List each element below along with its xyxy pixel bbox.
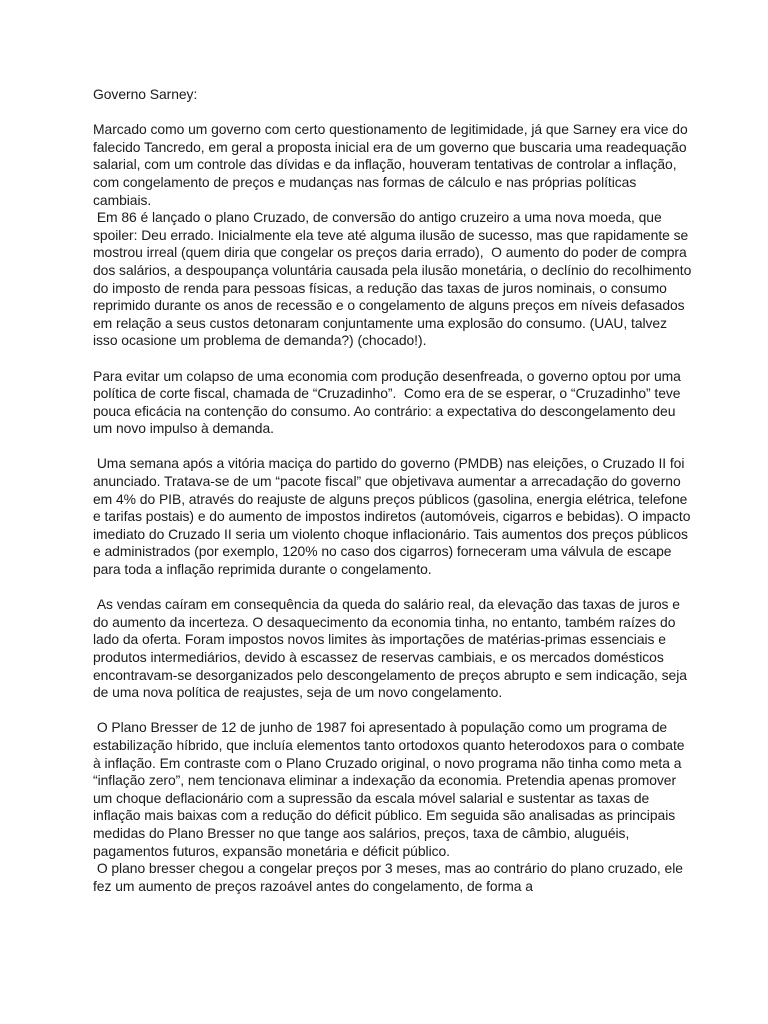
paragraph-spacer [93,104,693,122]
paragraph-cruzado-ii: Uma semana após a vitória maciça do partido do governo (PMDB) nas eleições, o Cruzado II foi anunciado. Tratava-se de um “pacote fiscal” que objetivava aumentar a arrecadação do governo em 4% do PIB, através do reajuste de alguns preços públicos (gasolina, energia elétrica, telefone e tarifas postais) e do aumento de impostos indiretos (automóveis, cigarros e bebidas). O impacto imediato do Cruzado II seria um violento choque inflacionário. Tais aumentos dos preços públicos e administrados (por exemplo, 120% no caso dos cigarros) forneceram uma válvula de escape para toda a inflação reprimida durante o congelamento. [93,455,695,578]
paragraph-spacer [93,350,693,368]
paragraph-plano-bresser: O Plano Bresser de 12 de junho de 1987 foi apresentado à população como um programa de estabilização híbrido, que incluía elementos tanto ortodoxos quanto heterodoxos para o combate à inflação. Em contraste com o Plano Cruzado original, o novo programa não tinha como meta a “inflação zero”, nem tencionava eliminar a indexação da economia. Pretendia apenas promover um choque deflacionário com a supressão da escala móvel salarial e sustentar as taxas de inflação mais baixas com a redução do déficit público. Em seguida são analisadas as principais medidas do Plano Bresser no que tange aos salários, preços, taxa de câmbio, aluguéis, pagamentos futuros, expansão monetária e déficit público. [93,719,689,859]
document-heading: Governo Sarney: [93,86,198,102]
document-body [93,86,696,895]
paragraph-spacer [93,702,693,720]
paragraph-vendas: As vendas caíram em consequência da queda do salário real, da elevação das taxas de juros e do aumento da incerteza. O desaquecimento da economia tinha, no entanto, também raízes do lado da oferta. Foram impostos novos limites às importações de matérias-primas essenciais e produtos intermediários, devido à escassez de reservas cambiais, e os mercados domésticos encontravam-se desorganizados pelo descongelamento de preços abrupto e sem indicação, seja de uma nova política de reajustes, seja de um novo congelamento. [93,596,691,701]
paragraph-plano-cruzado: Em 86 é lançado o plano Cruzado, de conversão do antigo cruzeiro a uma nova moeda, que spoiler: Deu errado. Inicialmente ela teve até alguma ilusão de sucesso, mas que rapidamente se mostrou irreal (quem diria que congelar os preços daria errado), O aumento do poder de compra dos salários, a despoupança voluntária causada pela ilusão monetária, o declínio do recolhimento do imposto de renda para pessoas físicas, a redução das taxas de juros nominais, o consumo reprimido durante os anos de recessão e o congelamento de alguns preços em níveis defasados em relação a seus custos detonaram conjuntamente uma explosão do consumo. (UAU, talvez isso ocasione um problema de demanda?) (chocado!). [93,209,696,349]
paragraph-intro: Marcado como um governo com certo questionamento de legitimidade, já que Sarney era vice do falecido Tancredo, em geral a proposta inicial era de um governo que buscaria uma readequação salarial, com um controle das dívidas e da inflação, houveram tentativas de controlar a inflação, com congelamento de preços e mudanças nas formas de cálculo e nas próprias políticas cambiais. [93,121,692,208]
paragraph-spacer [93,579,693,597]
paragraph-cruzadinho: Para evitar um colapso de uma economia com produção desenfreada, o governo optou por uma política de corte fiscal, chamada de “Cruzadinho”. Como era de se esperar, o “Cruzadinho” teve pouca eficácia na contenção do consumo. Ao contrário: a expectativa do descongelamento deu um novo impulso à demanda. [93,367,685,437]
paragraph-spacer [93,438,693,456]
paragraph-bresser-congelamento: O plano bresser chegou a congelar preços por 3 meses, mas ao contrário do plano cruzado, ele fez um aumento de preços razoável antes do congelamento, de forma a [93,860,687,894]
